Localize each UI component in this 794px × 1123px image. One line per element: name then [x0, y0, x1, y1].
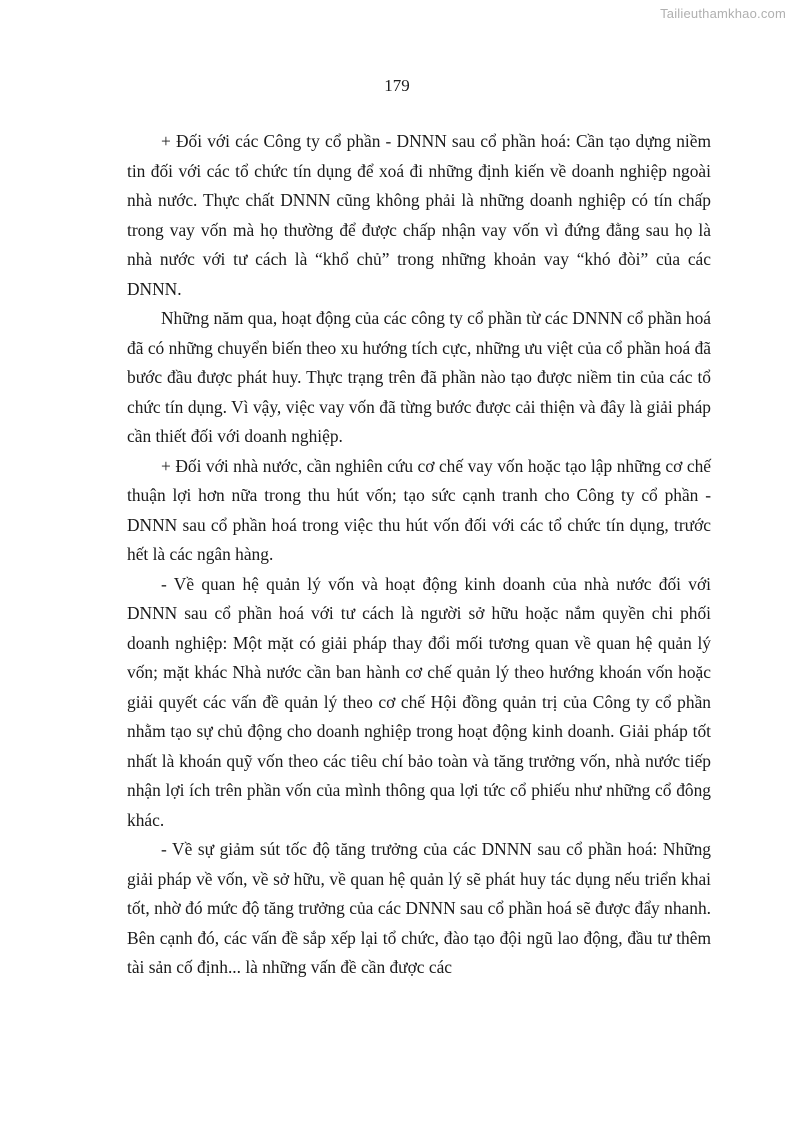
watermark: Tailieuthamkhao.com: [660, 6, 786, 21]
paragraph: - Về sự giảm sút tốc độ tăng trưởng của các DNNN sau cổ phần hoá: Những giải pháp về vốn, về sở hữu, về quan hệ quản lý sẽ phát huy tác dụng nếu triển khai tốt, nhờ đó mức độ tăng trưởng của các DNNN sau cổ phần hoá sẽ được đẩy nhanh. Bên cạnh đó, các vấn đề sắp xếp lại tổ chức, đào tạo đội ngũ lao động, đầu tư thêm tài sản cố định... là những vấn đề cần được các: [127, 839, 711, 977]
page-number: 179: [384, 76, 410, 95]
document-body: [127, 127, 711, 983]
paragraph: + Đối với các Công ty cổ phần - DNNN sau cổ phần hoá: Cần tạo dựng niềm tin đối với các tổ chức tín dụng để xoá đi những định kiến về doanh nghiệp ngoài nhà nước. Thực chất DNNN cũng không phải là những doanh nghiệp có tín chấp trong vay vốn mà họ thường để được chấp nhận vay vốn vì đứng đằng sau họ là nhà nước với tư cách là “khổ chủ” trong những khoản vay “khó đòi” của các DNNN.: [127, 131, 711, 299]
paragraph: + Đối với nhà nước, cần nghiên cứu cơ chế vay vốn hoặc tạo lập những cơ chế thuận lợi hơn nữa trong thu hút vốn; tạo sức cạnh tranh cho Công ty cổ phần - DNNN sau cổ phần hoá trong việc thu hút vốn đối với các tổ chức tín dụng, trước hết là các ngân hàng.: [127, 455, 711, 564]
paragraph: - Về quan hệ quản lý vốn và hoạt động kinh doanh của nhà nước đối với DNNN sau cổ phần hoá với tư cách là người sở hữu hoặc nắm quyền chi phối doanh nghiệp: Một mặt có giải pháp thay đổi mối tương quan về quan hệ quản lý vốn; mặt khác Nhà nước cần ban hành cơ chế quản lý theo hướng khoán vốn hoặc giải quyết các vấn đề quản lý theo cơ chế Hội đồng quản trị của Công ty cổ phần nhằm tạo sự chủ động cho doanh nghiệp trong hoạt động kinh doanh. Giải pháp tốt nhất là khoán quỹ vốn theo các tiêu chí bảo toàn và tăng trưởng vốn, nhà nước tiếp nhận lợi ích trên phần vốn của mình thông qua lợi tức cổ phiếu như những cổ đông khác.: [127, 573, 711, 830]
paragraph: Những năm qua, hoạt động của các công ty cổ phần từ các DNNN cổ phần hoá đã có những chuyển biến theo xu hướng tích cực, những ưu việt của cổ phần hoá đã bước đầu được phát huy. Thực trạng trên đã phần nào tạo được niềm tin của các tổ chức tín dụng. Vì vậy, việc vay vốn đã từng bước được cải thiện và đây là giải pháp cần thiết đối với doanh nghiệp.: [127, 308, 711, 446]
